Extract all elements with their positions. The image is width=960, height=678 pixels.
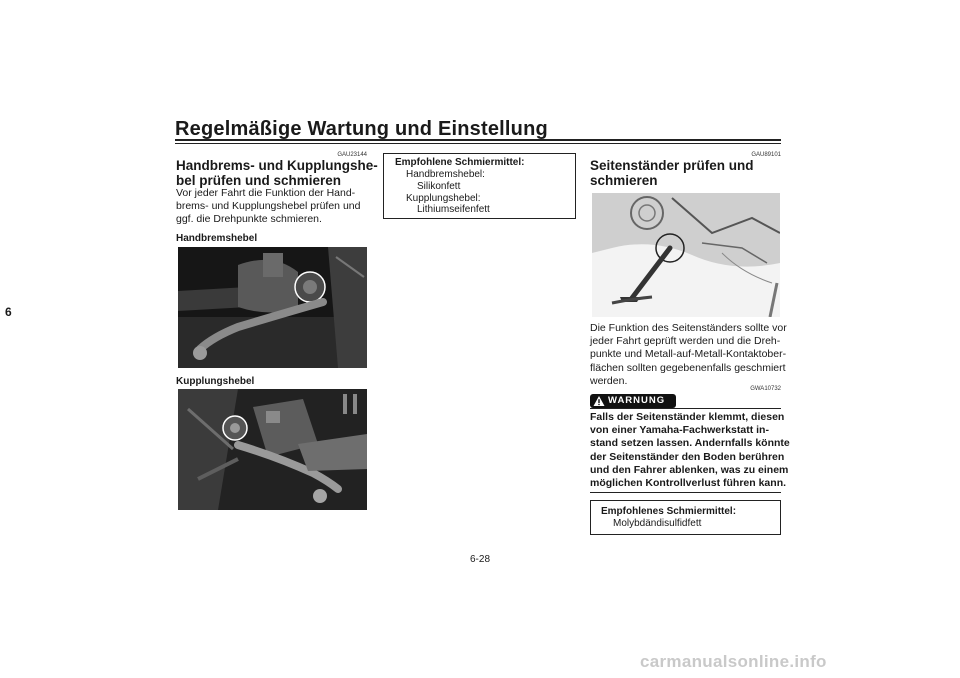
warning-line: der Seitenständer den Boden berühren — [590, 450, 785, 463]
clutch-lever-illustration — [178, 389, 367, 510]
lubricant-brake-value: Silikonfett — [417, 181, 461, 192]
text-line: ggf. die Drehpunkte schmieren. — [176, 213, 322, 226]
lubricant-sidestand-value: Molybdändisulfidfett — [613, 518, 702, 529]
lubricant-box-title: Empfohlene Schmiermittel: — [395, 157, 525, 168]
clutch-lever-label: Kupplungshebel — [176, 376, 255, 387]
warning-line: und den Fahrer ablenken, was zu einem — [590, 463, 789, 476]
clutch-lever-photo — [178, 389, 367, 510]
chapter-tab-number: 6 — [5, 305, 12, 319]
brake-lever-label: Handbremshebel — [176, 233, 258, 244]
text-line: Die Funktion des Seitenständers sollte vor — [590, 322, 787, 334]
lubricant-sidestand-title: Empfohlenes Schmiermittel: — [601, 506, 737, 517]
section-heading-sidestand-2: schmieren — [590, 173, 658, 188]
warning-line: von einer Yamaha-Fachwerkstatt in- — [590, 424, 769, 437]
warning-triangle-icon — [593, 395, 605, 407]
warning-rule-bottom — [590, 492, 781, 493]
brake-lever-illustration — [178, 247, 367, 368]
lubricant-clutch-value: Lithiumseifenfett — [417, 204, 490, 215]
section-heading-lever-1: Handbrems- und Kupplungshe- — [176, 158, 378, 173]
section-heading-lever-2: bel prüfen und schmieren — [176, 173, 342, 188]
warning-line: möglichen Kontrollverlust führen kann. — [590, 477, 787, 490]
text-line: flächen sollten gegebenenfalls geschmiert — [590, 361, 786, 374]
page-title: Regelmäßige Wartung und Einstellung — [175, 118, 548, 140]
warning-line: Falls der Seitenständer klemmt, diesen — [590, 411, 785, 423]
sidestand-illustration — [592, 193, 780, 317]
lubricant-box-levers — [383, 153, 576, 219]
lubricant-brake-label: Handbremshebel: — [406, 169, 485, 180]
text-line: brems- und Kupplungshebel prüfen und — [176, 200, 361, 213]
brake-lever-photo — [178, 247, 367, 368]
text-line: Vor jeder Fahrt die Funktion der Hand- — [176, 187, 356, 199]
sidestand-photo — [592, 193, 780, 317]
warning-body — [590, 411, 790, 490]
text-line: werden. — [590, 374, 628, 387]
lever-body-text — [176, 187, 360, 227]
warning-label: WARNUNG — [608, 395, 666, 406]
text-line: jeder Fahrt geprüft werden und die Dreh- — [590, 335, 781, 348]
sidestand-body-text — [590, 322, 787, 388]
header-rule — [175, 139, 781, 141]
watermark: carmanualsonline.info — [640, 652, 827, 671]
warning-badge — [590, 394, 676, 408]
warning-line: stand setzen lassen. Andernfalls könnte — [590, 437, 790, 450]
warning-rule-top — [590, 408, 781, 409]
header-rule-thin — [175, 143, 781, 144]
lubricant-clutch-label: Kupplungshebel: — [406, 193, 481, 204]
text-line: punkte und Metall-auf-Metall-Kontaktober- — [590, 348, 787, 361]
page-number: 6-28 — [469, 554, 490, 565]
section-code-sidestand: GAU89101 — [751, 152, 781, 158]
warning-code: GWA10732 — [750, 386, 781, 392]
section-code-lever: GAU23144 — [337, 152, 367, 158]
lubricant-box-sidestand — [590, 500, 781, 535]
section-heading-sidestand-1: Seitenständer prüfen und — [590, 158, 754, 173]
